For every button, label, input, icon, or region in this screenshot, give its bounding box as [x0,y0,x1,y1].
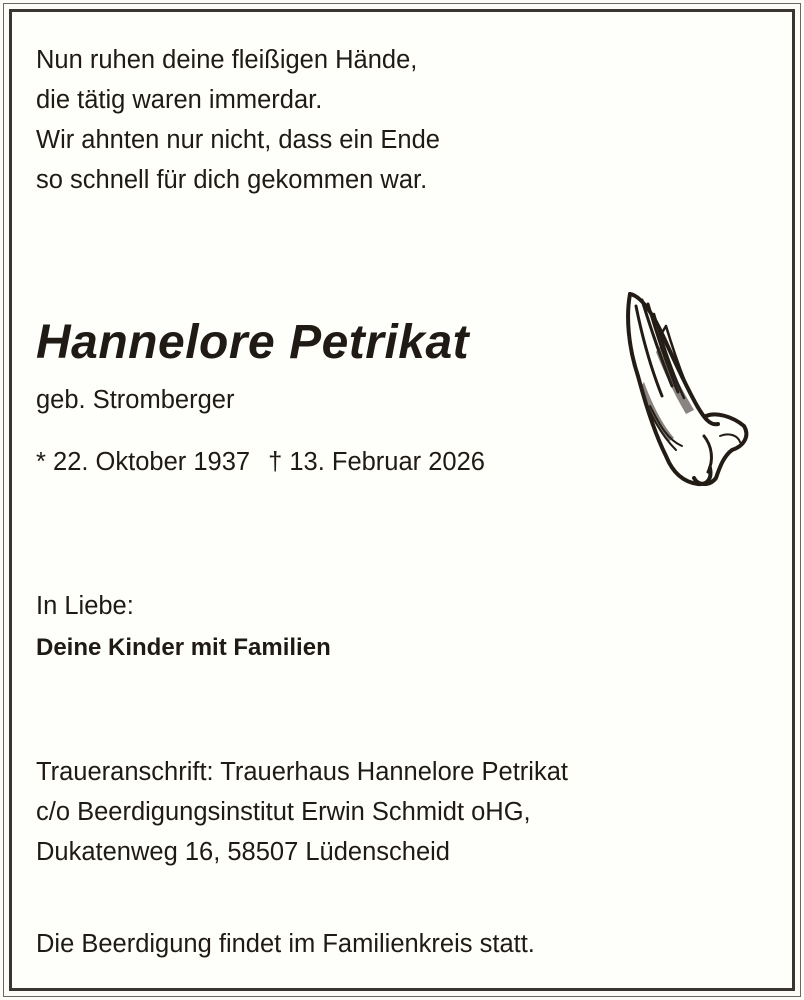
verse-line: die tätig waren immerdar. [36,86,323,114]
maiden-name: geb. Stromberger [36,386,235,414]
verse-line: Nun ruhen deine fleißigen Hände, [36,46,418,74]
mourners: Deine Kinder mit Familien [36,634,331,661]
verse [36,40,440,200]
address-line: Dukatenweg 16, 58507 Lüdenscheid [36,838,450,866]
funeral-note: Die Beerdigung findet im Familienkreis statt. [36,930,535,958]
death-date: † 13. Februar 2026 [268,448,485,476]
mourning-address [36,752,568,872]
verse-line: Wir ahnten nur nicht, dass ein Ende [36,126,440,154]
life-dates [36,444,485,480]
deceased-name: Hannelore Petrikat [36,316,470,369]
verse-line: so schnell für dich gekommen war. [36,166,428,194]
address-line: Traueranschrift: Trauerhaus Hannelore Petrikat [36,758,568,786]
love-label: In Liebe: [36,592,134,620]
birth-date: * 22. Oktober 1937 [36,448,251,476]
praying-hands-icon [620,286,754,490]
address-line: c/o Beerdigungsinstitut Erwin Schmidt oHG, [36,798,531,826]
